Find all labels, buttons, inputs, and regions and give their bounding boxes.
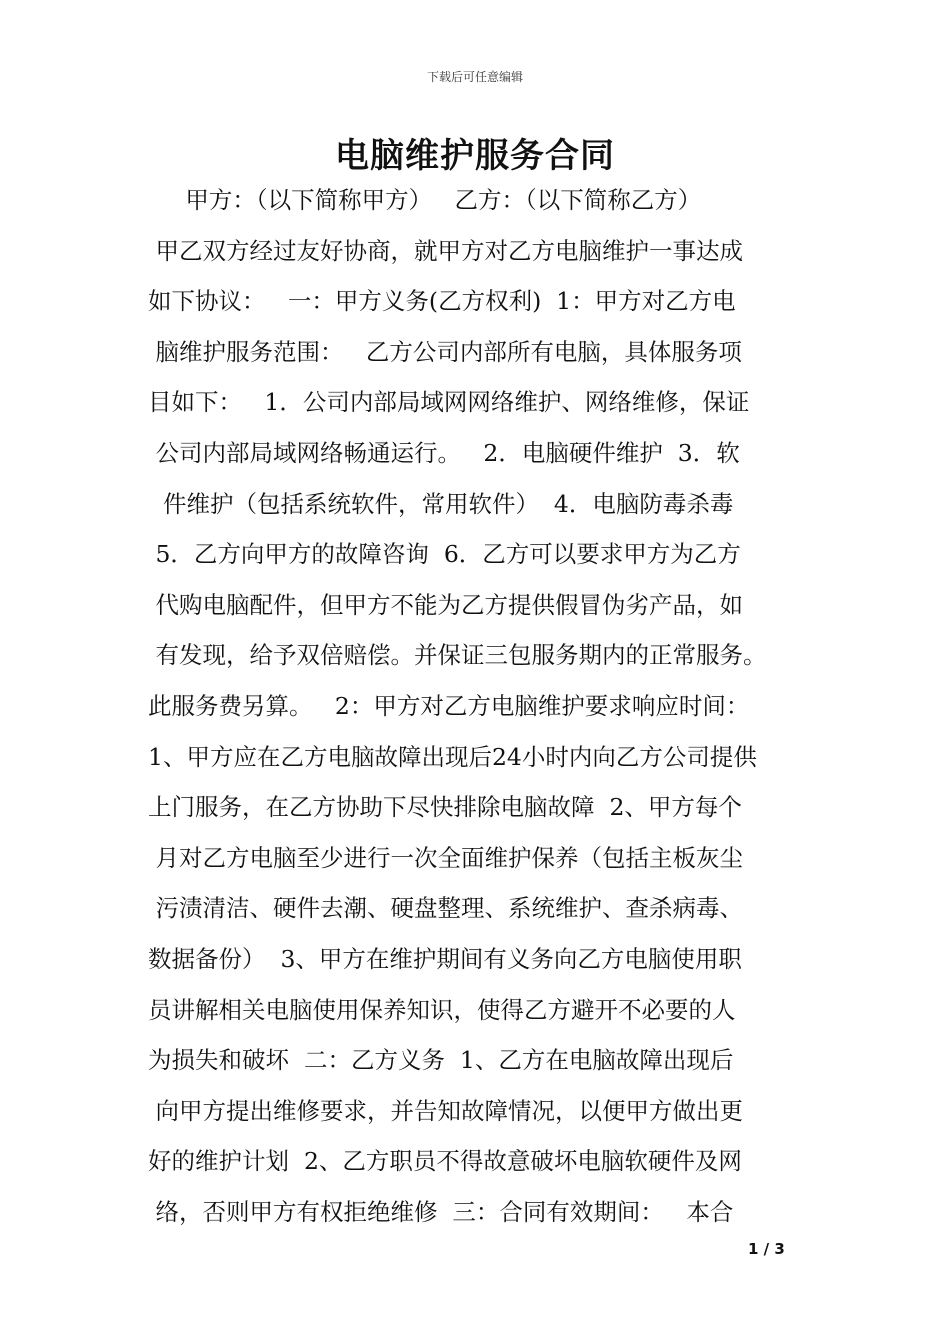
document-title: 电脑维护服务合同 [335, 136, 615, 176]
body-line: 如下协议： 一：甲方义务(乙方权利) 1：甲方对乙方电 [148, 287, 736, 316]
body-line: 为损失和破坏 二：乙方义务 1、乙方在电脑故障出现后 [148, 1046, 734, 1075]
body-line: 向甲方提出维修要求，并告知故障情况，以便甲方做出更 [148, 1096, 743, 1125]
body-line: 数据备份） 3、甲方在维护期间有义务向乙方电脑使用职 [148, 944, 742, 973]
body-line: 件维护（包括系统软件，常用软件） 4．电脑防毒杀毒 [148, 489, 734, 518]
body-line: 污渍清洁、硬件去潮、硬盘整理、系统维护、查杀病毒、 [148, 894, 743, 923]
page-number: 1 / 3 [748, 1240, 785, 1258]
body-line: 1、甲方应在乙方电脑故障出现后24小时内向乙方公司提供 [148, 742, 757, 771]
body-line: 5．乙方向甲方的故障咨询 6．乙方可以要求甲方为乙方 [148, 540, 741, 569]
body-line: 脑维护服务范围： 乙方公司内部所有电脑，具体服务项 [148, 337, 742, 366]
body-line: 好的维护计划 2、乙方职员不得故意破坏电脑软硬件及网 [148, 1147, 742, 1176]
document-body [148, 182, 808, 1244]
body-line: 上门服务，在乙方协助下尽快排除电脑故障 2、甲方每个 [148, 793, 742, 822]
body-line: 甲方：（以下简称甲方） 乙方：（以下简称乙方） [148, 186, 702, 214]
body-line: 甲乙双方经过友好协商，就甲方对乙方电脑维护一事达成 [148, 236, 743, 265]
header-note: 下载后可任意编辑 [426, 70, 523, 84]
body-line: 此服务费另算。 2：甲方对乙方电脑维护要求响应时间： [148, 691, 750, 720]
body-line: 公司内部局域网络畅通运行。 2．电脑硬件维护 3．软 [148, 438, 740, 467]
body-line: 代购电脑配件，但甲方不能为乙方提供假冒伪劣产品，如 [148, 590, 743, 619]
body-line: 员讲解相关电脑使用保养知识，使得乙方避开不必要的人 [148, 995, 736, 1024]
body-line: 月对乙方电脑至少进行一次全面维护保养（包括主板灰尘 [148, 843, 743, 872]
body-line: 有发现，给予双倍赔偿。并保证三包服务期内的正常服务。 [148, 641, 767, 670]
body-line: 目如下： 1．公司内部局域网网络维护、网络维修，保证 [148, 388, 750, 417]
body-line: 络，否则甲方有权拒绝维修 三：合同有效期间： 本合 [148, 1197, 734, 1226]
